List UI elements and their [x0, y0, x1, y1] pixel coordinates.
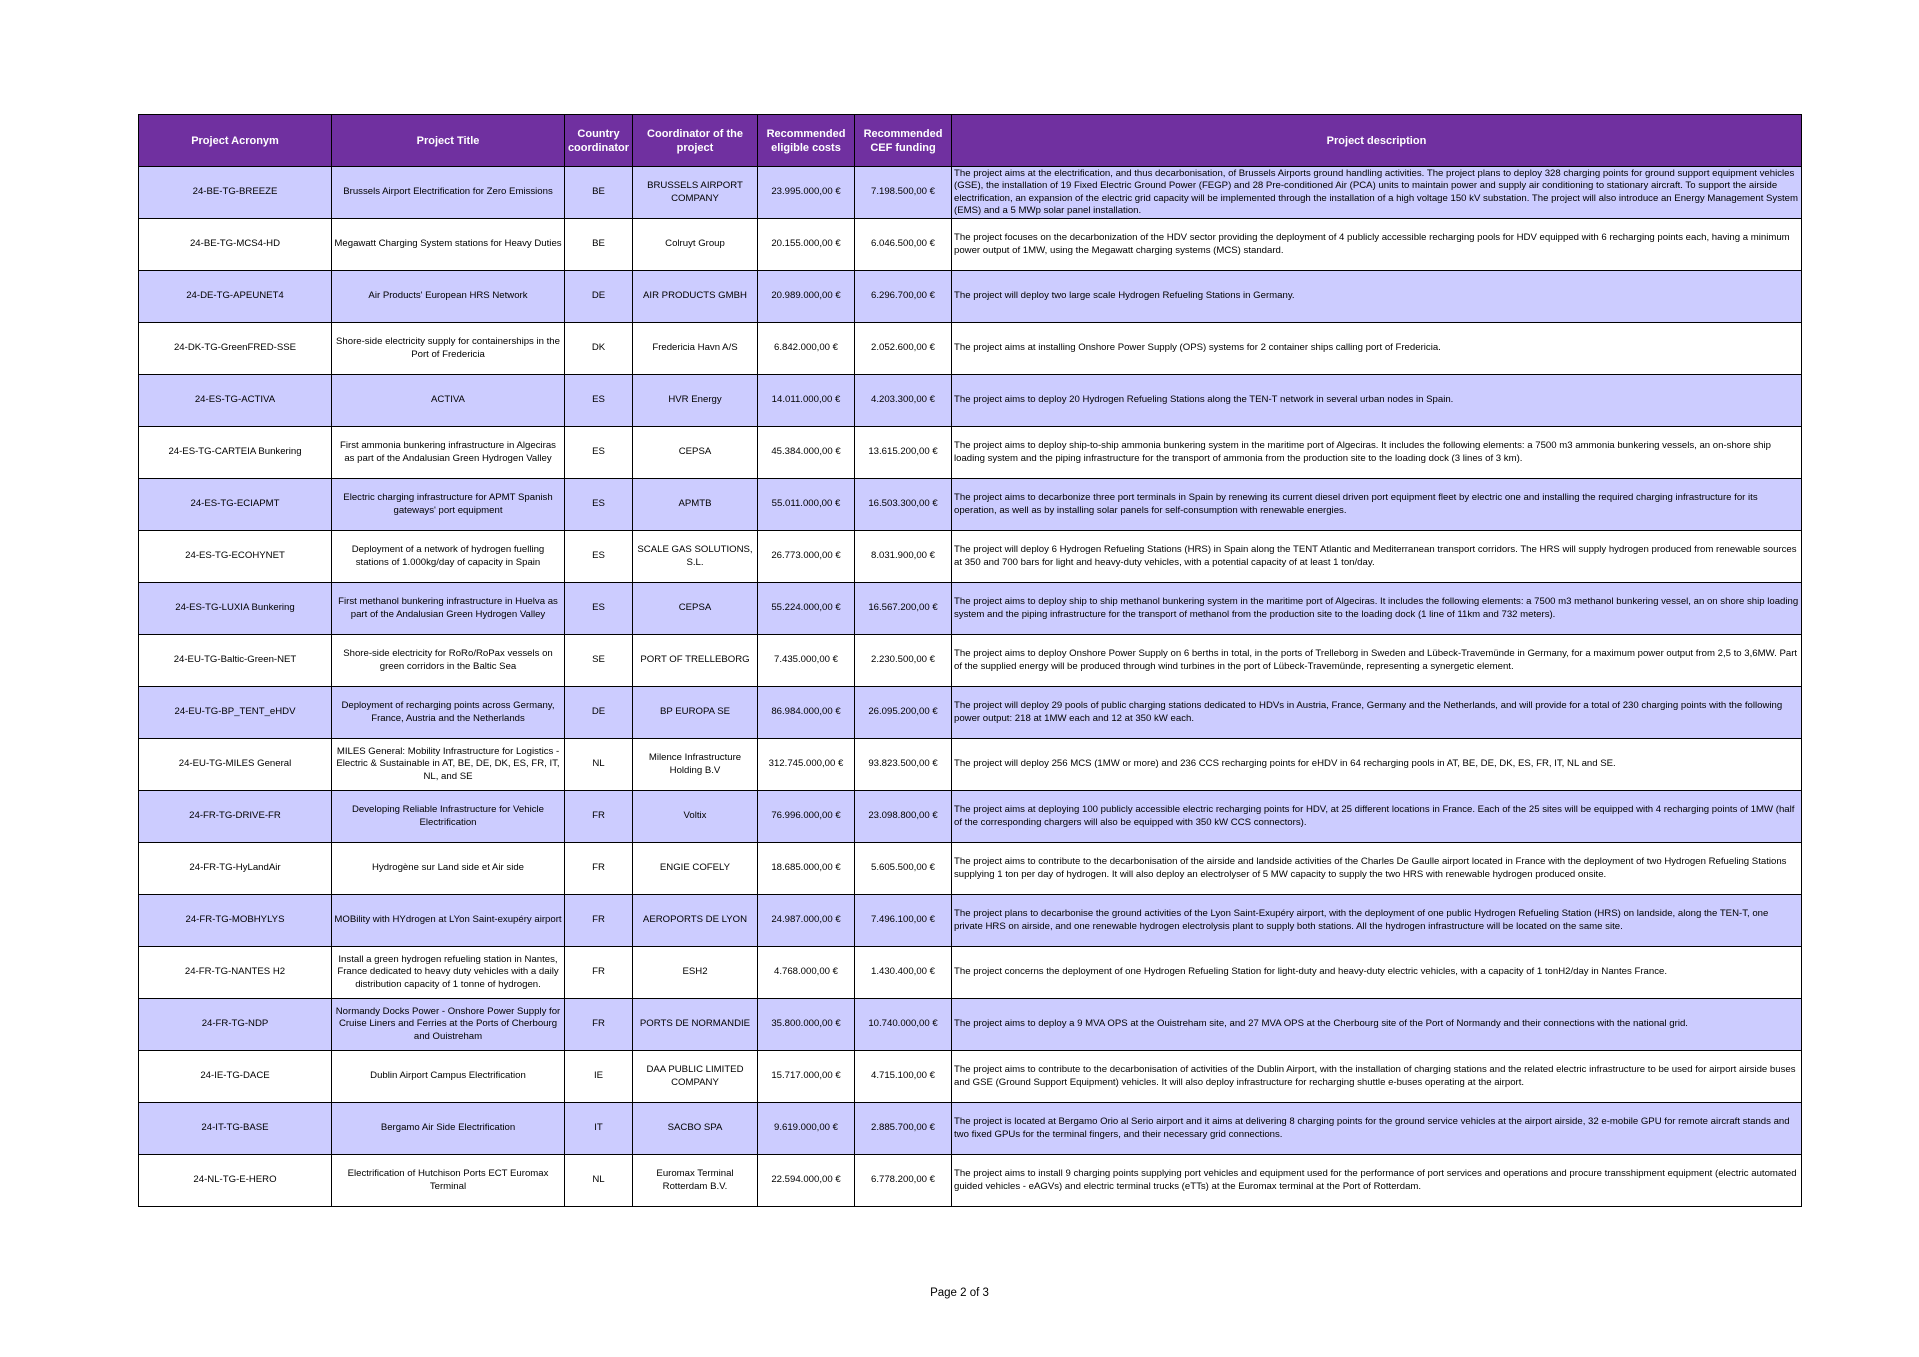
cell-description: The project aims at the electrification, and thus decarbonisation, of Brussels Airports ground handling activities. The project plans to deploy 328 charging points for ground support equipment vehicles (GSE), the installation of 19 Fixed Electric Ground Power (FEGP) and 28 Pre-conditioned Air (PCA) units to maintain power and supply air conditioning to stationary aircraft. To support the airside electrification, an expansion of the electric grid capacity will be implemented through the installation of a high voltage 150 kV substation. The project will also introduce an Energy Management System (EMS) and a 5 MWp solar panel installation.	[952, 167, 1802, 219]
cell-eligible-costs: 6.842.000,00 €	[758, 323, 855, 375]
cell-acronym: 24-FR-TG-NDP	[139, 999, 332, 1051]
cell-cef-funding: 7.198.500,00 €	[855, 167, 952, 219]
cell-country: ES	[565, 531, 633, 583]
header-country-coordinator: Country coordinator	[565, 115, 633, 167]
cell-eligible-costs: 55.011.000,00 €	[758, 479, 855, 531]
cell-eligible-costs: 9.619.000,00 €	[758, 1103, 855, 1155]
table-row	[139, 687, 1802, 739]
cell-eligible-costs: 76.996.000,00 €	[758, 791, 855, 843]
cell-coordinator: ESH2	[633, 947, 758, 999]
table-row	[139, 1051, 1802, 1103]
cell-coordinator: AIR PRODUCTS GMBH	[633, 271, 758, 323]
cell-cef-funding: 2.052.600,00 €	[855, 323, 952, 375]
cell-title: MOBility with HYdrogen at LYon Saint-exupéry airport	[332, 895, 565, 947]
cell-coordinator: AEROPORTS DE LYON	[633, 895, 758, 947]
header-project-title: Project Title	[332, 115, 565, 167]
table-row	[139, 323, 1802, 375]
table-row	[139, 739, 1802, 791]
cell-acronym: 24-ES-TG-ACTIVA	[139, 375, 332, 427]
cell-country: FR	[565, 999, 633, 1051]
cell-cef-funding: 4.203.300,00 €	[855, 375, 952, 427]
table-row	[139, 427, 1802, 479]
table-header-row	[139, 115, 1802, 167]
cell-eligible-costs: 26.773.000,00 €	[758, 531, 855, 583]
cell-eligible-costs: 312.745.000,00 €	[758, 739, 855, 791]
cell-title: ACTIVA	[332, 375, 565, 427]
cell-description: The project is located at Bergamo Orio al Serio airport and it aims at delivering 8 charging points for the ground service vehicles at the airport airside, 32 e-mobile GPU for remote aircraft stands and two fixed GPUs for the terminal fingers, and their necessary grid connections.	[952, 1103, 1802, 1155]
cell-coordinator: CEPSA	[633, 583, 758, 635]
cell-acronym: 24-EU-TG-BP_TENT_eHDV	[139, 687, 332, 739]
cell-title: Hydrogène sur Land side et Air side	[332, 843, 565, 895]
cell-eligible-costs: 55.224.000,00 €	[758, 583, 855, 635]
table-row	[139, 999, 1802, 1051]
cell-eligible-costs: 35.800.000,00 €	[758, 999, 855, 1051]
cell-cef-funding: 4.715.100,00 €	[855, 1051, 952, 1103]
cell-acronym: 24-DE-TG-APEUNET4	[139, 271, 332, 323]
table-row	[139, 167, 1802, 219]
cell-coordinator: Euromax Terminal Rotterdam B.V.	[633, 1155, 758, 1207]
cell-coordinator: Voltix	[633, 791, 758, 843]
cell-title: Air Products' European HRS Network	[332, 271, 565, 323]
cell-cef-funding: 13.615.200,00 €	[855, 427, 952, 479]
cell-eligible-costs: 20.155.000,00 €	[758, 219, 855, 271]
cell-coordinator: BP EUROPA SE	[633, 687, 758, 739]
cell-acronym: 24-EU-TG-Baltic-Green-NET	[139, 635, 332, 687]
cell-country: ES	[565, 427, 633, 479]
cell-eligible-costs: 86.984.000,00 €	[758, 687, 855, 739]
cell-country: BE	[565, 167, 633, 219]
projects-table	[138, 114, 1802, 1207]
cell-cef-funding: 8.031.900,00 €	[855, 531, 952, 583]
cell-eligible-costs: 45.384.000,00 €	[758, 427, 855, 479]
cell-eligible-costs: 7.435.000,00 €	[758, 635, 855, 687]
cell-eligible-costs: 20.989.000,00 €	[758, 271, 855, 323]
cell-acronym: 24-ES-TG-ECIAPMT	[139, 479, 332, 531]
cell-country: IT	[565, 1103, 633, 1155]
cell-coordinator: HVR Energy	[633, 375, 758, 427]
cell-country: DK	[565, 323, 633, 375]
cell-cef-funding: 16.567.200,00 €	[855, 583, 952, 635]
cell-cef-funding: 6.046.500,00 €	[855, 219, 952, 271]
cell-coordinator: BRUSSELS AIRPORT COMPANY	[633, 167, 758, 219]
table-row	[139, 947, 1802, 999]
table-row	[139, 583, 1802, 635]
cell-country: NL	[565, 1155, 633, 1207]
cell-country: ES	[565, 375, 633, 427]
cell-description: The project aims to contribute to the decarbonisation of activities of the Dublin Airport, with the installation of charging stations and the related electric infrastructure to be used for airport airside buses and GSE (Ground Support Equipment) vehicles. It will also deploy infrastructure for recharging shuttle e-buses operating at the airport.	[952, 1051, 1802, 1103]
cell-country: IE	[565, 1051, 633, 1103]
table-row	[139, 1155, 1802, 1207]
cell-description: The project aims to deploy 20 Hydrogen Refueling Stations along the TEN-T network in several urban nodes in Spain.	[952, 375, 1802, 427]
cell-description: The project aims to install 9 charging points supplying port vehicles and equipment used for the performance of port services and operations and procure transshipment equipment (electric automated guided vehicles - eAGVs) and electric terminal trucks (eTTs) at the Euromax terminal at the Port of Rotterdam.	[952, 1155, 1802, 1207]
cell-title: Dublin Airport Campus Electrification	[332, 1051, 565, 1103]
cell-eligible-costs: 22.594.000,00 €	[758, 1155, 855, 1207]
cell-title: Install a green hydrogen refueling station in Nantes, France dedicated to heavy duty vehicles with a daily distribution capacity of 1 tonne of hydrogen.	[332, 947, 565, 999]
cell-acronym: 24-FR-TG-HyLandAir	[139, 843, 332, 895]
cell-eligible-costs: 24.987.000,00 €	[758, 895, 855, 947]
header-project-description: Project description	[952, 115, 1802, 167]
cell-country: BE	[565, 219, 633, 271]
cell-title: Shore-side electricity for RoRo/RoPax vessels on green corridors in the Baltic Sea	[332, 635, 565, 687]
cell-title: Deployment of a network of hydrogen fuelling stations of 1.000kg/day of capacity in Spain	[332, 531, 565, 583]
cell-description: The project aims to decarbonize three port terminals in Spain by renewing its current diesel driven port equipment fleet by electric one and installing the required charging infrastructure for its operation, as well as by installing solar panels for self-consumption with renewable energies.	[952, 479, 1802, 531]
cell-title: Deployment of recharging points across Germany, France, Austria and the Netherlands	[332, 687, 565, 739]
cell-description: The project will deploy 256 MCS (1MW or more) and 236 CCS recharging points for eHDV in 64 recharging pools in AT, BE, DE, DK, ES, FR, IT, NL and SE.	[952, 739, 1802, 791]
table-row	[139, 635, 1802, 687]
cell-coordinator: APMTB	[633, 479, 758, 531]
cell-cef-funding: 26.095.200,00 €	[855, 687, 952, 739]
cell-title: Electrification of Hutchison Ports ECT Euromax Terminal	[332, 1155, 565, 1207]
cell-coordinator: CEPSA	[633, 427, 758, 479]
cell-eligible-costs: 15.717.000,00 €	[758, 1051, 855, 1103]
cell-cef-funding: 6.778.200,00 €	[855, 1155, 952, 1207]
cell-country: FR	[565, 843, 633, 895]
cell-acronym: 24-DK-TG-GreenFRED-SSE	[139, 323, 332, 375]
cell-country: ES	[565, 479, 633, 531]
cell-description: The project concerns the deployment of one Hydrogen Refueling Station for light-duty and heavy-duty electric vehicles, with a capacity of 1 tonH2/day in Nantes France.	[952, 947, 1802, 999]
cell-acronym: 24-FR-TG-DRIVE-FR	[139, 791, 332, 843]
cell-acronym: 24-IE-TG-DACE	[139, 1051, 332, 1103]
cell-cef-funding: 93.823.500,00 €	[855, 739, 952, 791]
cell-coordinator: Fredericia Havn A/S	[633, 323, 758, 375]
cell-description: The project aims at deploying 100 publicly accessible electric recharging points for HDV, at 25 different locations in France. Each of the 25 sites will be equipped with 4 recharging points of 1MW (half of the corresponding chargers will also be equipped with 350 kW CCS connectors).	[952, 791, 1802, 843]
table-row	[139, 1103, 1802, 1155]
cell-cef-funding: 2.885.700,00 €	[855, 1103, 952, 1155]
cell-coordinator: PORT OF TRELLEBORG	[633, 635, 758, 687]
cell-acronym: 24-ES-TG-CARTEIA Bunkering	[139, 427, 332, 479]
header-cef-funding: Recommended CEF funding	[855, 115, 952, 167]
cell-acronym: 24-BE-TG-MCS4-HD	[139, 219, 332, 271]
cell-cef-funding: 1.430.400,00 €	[855, 947, 952, 999]
header-eligible-costs: Recommended eligible costs	[758, 115, 855, 167]
cell-title: Brussels Airport Electrification for Zero Emissions	[332, 167, 565, 219]
cell-description: The project will deploy 29 pools of public charging stations dedicated to HDVs in Austria, France, Germany and the Netherlands, and will provide for a total of 230 charging points with the following power output: 218 at 1MW each and 12 at 350 kW each.	[952, 687, 1802, 739]
cell-cef-funding: 6.296.700,00 €	[855, 271, 952, 323]
cell-acronym: 24-IT-TG-BASE	[139, 1103, 332, 1155]
cell-title: Electric charging infrastructure for APMT Spanish gateways' port equipment	[332, 479, 565, 531]
cell-description: The project plans to decarbonise the ground activities of the Lyon Saint-Exupéry airport, with the deployment of one public Hydrogen Refueling Station (HRS) on landside, along the TEN-T, one private HRS on airside, and one renewable hydrogen electrolysis plant to supply both stations. All the hydrogen infrastructure will be located on the same site.	[952, 895, 1802, 947]
table-body	[139, 167, 1802, 1207]
cell-title: Developing Reliable Infrastructure for Vehicle Electrification	[332, 791, 565, 843]
cell-eligible-costs: 14.011.000,00 €	[758, 375, 855, 427]
cell-eligible-costs: 18.685.000,00 €	[758, 843, 855, 895]
cell-eligible-costs: 23.995.000,00 €	[758, 167, 855, 219]
cell-description: The project aims to deploy Onshore Power Supply on 6 berths in total, in the ports of Trelleborg in Sweden and Lübeck-Travemünde in Germany, for a maximum power output from 2,5 to 3,6MW. Part of the supplied energy will be produced through wind turbines in the port of Lübeck-Travemünde, representing a synergetic element.	[952, 635, 1802, 687]
cell-coordinator: DAA PUBLIC LIMITED COMPANY	[633, 1051, 758, 1103]
table-row	[139, 895, 1802, 947]
cell-description: The project aims at installing Onshore Power Supply (OPS) systems for 2 container ships calling port of Fredericia.	[952, 323, 1802, 375]
cell-title: First ammonia bunkering infrastructure in Algeciras as part of the Andalusian Green Hydrogen Valley	[332, 427, 565, 479]
cell-description: The project will deploy two large scale Hydrogen Refueling Stations in Germany.	[952, 271, 1802, 323]
cell-description: The project aims to deploy ship to ship methanol bunkering system in the maritime port of Algeciras. It includes the following elements: a 7500 m3 methanol bunkering vessel, an on shore ship loading system and the piping infrastructure for the transport of methanol from the production site to the loading dock (1 line of 11km and 732 meters).	[952, 583, 1802, 635]
cell-title: Bergamo Air Side Electrification	[332, 1103, 565, 1155]
table-row	[139, 791, 1802, 843]
cell-acronym: 24-EU-TG-MILES General	[139, 739, 332, 791]
cell-acronym: 24-NL-TG-E-HERO	[139, 1155, 332, 1207]
cell-description: The project focuses on the decarbonization of the HDV sector providing the deployment of 4 publicly accessible recharging pools for HDV equipped with 6 recharging points each, having a minimum power output of 1MW, using the Megawatt charging systems (MCS) standard.	[952, 219, 1802, 271]
page-number: Page 2 of 3	[930, 1287, 989, 1299]
cell-country: DE	[565, 271, 633, 323]
cell-acronym: 24-FR-TG-MOBHYLYS	[139, 895, 332, 947]
table-row	[139, 219, 1802, 271]
table-row	[139, 843, 1802, 895]
cell-description: The project aims to contribute to the decarbonisation of the airside and landside activities of the Charles De Gaulle airport located in France with the deployment of two Hydrogen Refueling Stations supplying 1 ton per day of hydrogen. It will also deploy an electrolyser of 5 MW capacity to supply the two HRS with renewable hydrogen produced onsite.	[952, 843, 1802, 895]
cell-cef-funding: 2.230.500,00 €	[855, 635, 952, 687]
cell-country: DE	[565, 687, 633, 739]
table-row	[139, 531, 1802, 583]
cell-description: The project aims to deploy a 9 MVA OPS at the Ouistreham site, and 27 MVA OPS at the Cherbourg site of the Port of Normandy and their connections with the national grid.	[952, 999, 1802, 1051]
cell-coordinator: SACBO SPA	[633, 1103, 758, 1155]
cell-country: SE	[565, 635, 633, 687]
header-project-acronym: Project Acronym	[139, 115, 332, 167]
cell-eligible-costs: 4.768.000,00 €	[758, 947, 855, 999]
cell-title: First methanol bunkering infrastructure in Huelva as part of the Andalusian Green Hydrogen Valley	[332, 583, 565, 635]
cell-title: Normandy Docks Power - Onshore Power Supply for Cruise Liners and Ferries at the Ports of Cherbourg and Ouistreham	[332, 999, 565, 1051]
cell-description: The project will deploy 6 Hydrogen Refueling Stations (HRS) in Spain along the TENT Atlantic and Mediterranean transport corridors. The HRS will supply hydrogen produced from renewable sources at 350 and 700 bars for light and heavy-duty vehicles, with a potential capacity of at least 1 ton/day.	[952, 531, 1802, 583]
cell-cef-funding: 16.503.300,00 €	[855, 479, 952, 531]
cell-cef-funding: 7.496.100,00 €	[855, 895, 952, 947]
cell-coordinator: PORTS DE NORMANDIE	[633, 999, 758, 1051]
cell-coordinator: SCALE GAS SOLUTIONS, S.L.	[633, 531, 758, 583]
table-row	[139, 479, 1802, 531]
header-coordinator: Coordinator of the project	[633, 115, 758, 167]
cell-description: The project aims to deploy ship-to-ship ammonia bunkering system in the maritime port of Algeciras. It includes the following elements: a 7500 m3 ammonia bunkering vessels, an on-shore ship loading system and the piping infrastructure for the transport of ammonia from the production site to the loading dock (3 lines of 3 km).	[952, 427, 1802, 479]
cell-cef-funding: 5.605.500,00 €	[855, 843, 952, 895]
cell-acronym: 24-FR-TG-NANTES H2	[139, 947, 332, 999]
cell-title: Megawatt Charging System stations for Heavy Duties	[332, 219, 565, 271]
cell-title: Shore-side electricity supply for containerships in the Port of Fredericia	[332, 323, 565, 375]
cell-coordinator: Colruyt Group	[633, 219, 758, 271]
cell-country: FR	[565, 895, 633, 947]
cell-acronym: 24-ES-TG-ECOHYNET	[139, 531, 332, 583]
cell-coordinator: Milence Infrastructure Holding B.V	[633, 739, 758, 791]
cell-acronym: 24-ES-TG-LUXIA Bunkering	[139, 583, 332, 635]
cell-coordinator: ENGIE COFELY	[633, 843, 758, 895]
cell-country: ES	[565, 583, 633, 635]
cell-country: FR	[565, 947, 633, 999]
cell-title: MILES General: Mobility Infrastructure for Logistics - Electric & Sustainable in AT, BE, DE, DK, ES, FR, IT, NL, and SE	[332, 739, 565, 791]
cell-cef-funding: 23.098.800,00 €	[855, 791, 952, 843]
cell-country: NL	[565, 739, 633, 791]
cell-acronym: 24-BE-TG-BREEZE	[139, 167, 332, 219]
cell-cef-funding: 10.740.000,00 €	[855, 999, 952, 1051]
table-row	[139, 375, 1802, 427]
cell-country: FR	[565, 791, 633, 843]
table-row	[139, 271, 1802, 323]
